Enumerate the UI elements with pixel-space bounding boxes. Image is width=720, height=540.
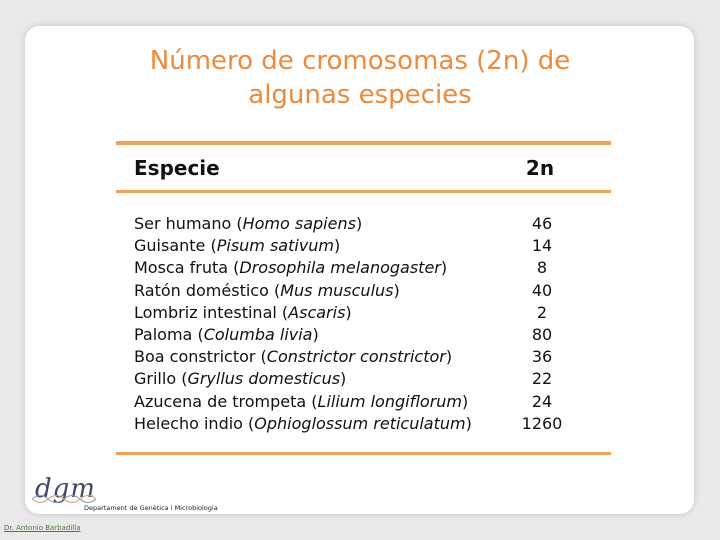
header-species: Especie: [134, 156, 220, 180]
species-name: Grillo (Gryllus domesticus): [134, 369, 347, 389]
scientific-name: Ophioglossum reticulatum: [254, 413, 466, 433]
species-name: Helecho indio (Ophioglossum reticulatum): [134, 413, 472, 433]
table-row: [134, 302, 574, 324]
species-name: Guisante (Pisum sativum): [134, 236, 341, 256]
table-row: [134, 346, 574, 368]
species-name: Boa constrictor (Constrictor constrictor): [134, 347, 453, 367]
scientific-name: Columba livia: [203, 324, 313, 344]
chromosome-count: 8: [536, 258, 548, 278]
species-name: Lombriz intestinal (Ascaris): [134, 302, 352, 322]
header-2n: 2n: [525, 156, 555, 180]
table-row: [134, 391, 574, 413]
chromosome-count: 40: [531, 280, 553, 300]
scientific-name: Gryllus domesticus: [187, 369, 341, 389]
table-row: [134, 368, 574, 390]
species-name: Mosca fruta (Drosophila melanogaster): [134, 258, 448, 278]
chromosome-count: 24: [531, 391, 553, 411]
scientific-name: Constrictor constrictor: [266, 347, 446, 367]
scientific-name: Drosophila melanogaster: [239, 258, 441, 278]
chromosome-count: 14: [531, 236, 553, 256]
scientific-name: Pisum sativum: [216, 236, 335, 256]
species-name: Ratón doméstico (Mus musculus): [134, 280, 400, 300]
scientific-name: Lilium longiflorum: [317, 391, 462, 411]
scientific-name: Homo sapiens: [242, 214, 356, 233]
species-name: Azucena de trompeta (Lilium longiflorum): [134, 391, 469, 411]
table-top-rule: [116, 141, 611, 145]
table-header-rule: [116, 190, 611, 193]
species-table-body: [134, 213, 574, 435]
table-row: [134, 213, 574, 235]
title-line-1: Número de cromosomas (2n) de: [149, 46, 571, 76]
chromosome-count: 22: [531, 369, 553, 389]
scientific-name: Ascaris: [288, 302, 346, 322]
chromosome-count: 80: [531, 324, 553, 344]
table-bottom-rule: [116, 452, 611, 455]
department-name: Departament de Genètica i Microbiologia: [84, 504, 218, 512]
table-row: [134, 257, 574, 279]
chromosome-count: 46: [531, 214, 553, 233]
slide-title: [0, 44, 720, 112]
chromosome-count: 2: [536, 302, 548, 322]
table-row: [134, 235, 574, 257]
species-name: Ser humano (Homo sapiens): [134, 214, 363, 233]
table-row: [134, 324, 574, 346]
chromosome-count: 1260: [521, 413, 563, 433]
table-row: [134, 413, 574, 435]
author-link[interactable]: Dr. Antonio Barbadilla: [4, 524, 81, 532]
table-row: [134, 280, 574, 302]
title-line-2: algunas especies: [248, 80, 472, 110]
species-name: Paloma (Columba livia): [134, 324, 319, 344]
dgm-logo: dgm: [35, 474, 96, 504]
scientific-name: Mus musculus: [280, 280, 394, 300]
chromosome-count: 36: [531, 347, 553, 367]
